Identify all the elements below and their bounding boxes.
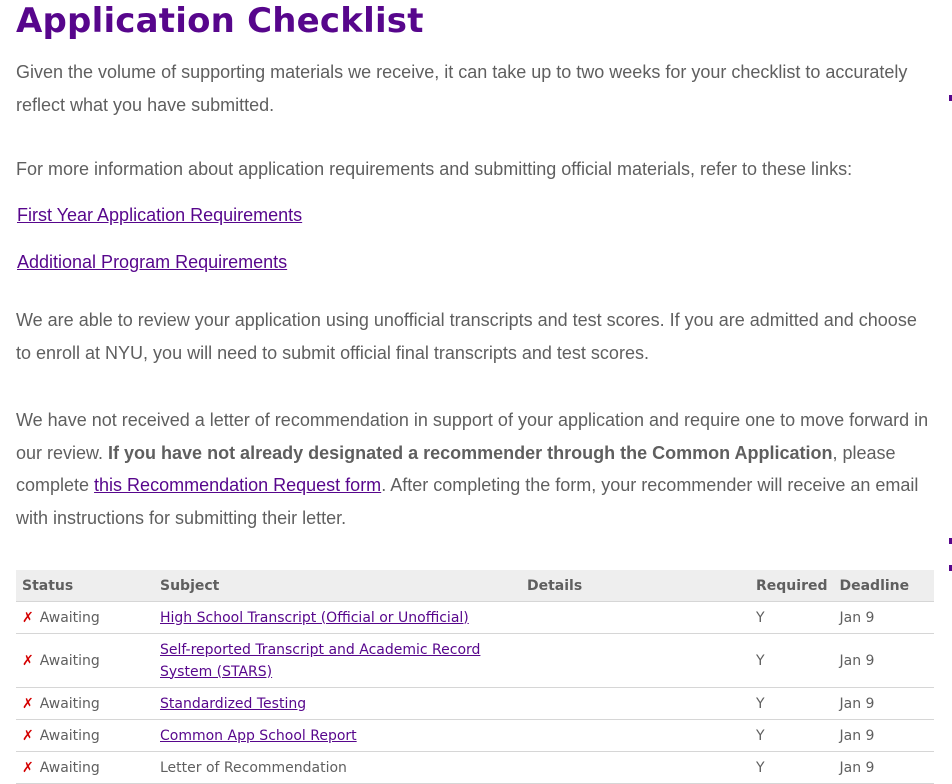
table-row	[16, 720, 934, 752]
details-cell	[521, 720, 750, 752]
awaiting-x-icon: ✗	[22, 609, 34, 626]
status-text: Awaiting	[39, 609, 100, 626]
awaiting-x-icon: ✗	[22, 759, 34, 776]
first-year-requirements-link[interactable]: First Year Application Requirements	[17, 205, 303, 225]
subject-cell	[154, 634, 521, 688]
intro-text: Given the volume of supporting materials we receive, it can take up to two weeks for your checklist to accurately reflect what you have submitted.	[16, 62, 908, 115]
subject-cell	[154, 688, 521, 720]
required-cell: Y	[750, 688, 833, 720]
deadline-cell: Jan 9	[833, 720, 934, 752]
unofficial-transcripts-text: We are able to review your application using unofficial transcripts and test scores. If you are admitted and choose to enroll at NYU, you will need to submit official final transcripts and test scores.	[16, 310, 917, 363]
awaiting-x-icon: ✗	[22, 695, 34, 712]
deadline-cell: Jan 9	[833, 634, 934, 688]
required-cell: Y	[750, 634, 833, 688]
awaiting-x-icon: ✗	[22, 652, 34, 669]
header-deadline: Deadline	[833, 570, 934, 602]
awaiting-x-icon: ✗	[22, 727, 34, 744]
required-cell: Y	[750, 752, 833, 784]
status-cell	[16, 688, 154, 720]
table-header-row	[16, 570, 934, 602]
status-text: Awaiting	[39, 727, 100, 744]
required-cell: Y	[750, 602, 833, 634]
status-cell	[16, 752, 154, 784]
details-cell	[521, 634, 750, 688]
table-row	[16, 752, 934, 784]
details-cell	[521, 602, 750, 634]
details-cell	[521, 752, 750, 784]
subject-cell	[154, 720, 521, 752]
table-row	[16, 634, 934, 688]
details-cell	[521, 688, 750, 720]
header-details: Details	[521, 570, 750, 602]
deadline-cell: Jan 9	[833, 688, 934, 720]
recommendation-part1: We have not received a letter of recommendation in support of your application and require one to move forward in our review.	[16, 410, 929, 463]
page-title: Application Checklist	[16, 1, 424, 41]
recommendation-request-form-link[interactable]: this Recommendation Request form	[94, 475, 382, 495]
recommendation-text	[16, 404, 934, 534]
subject-cell: Letter of Recommendation	[154, 752, 521, 784]
subject-link-school-report[interactable]: Common App School Report	[160, 727, 357, 744]
table-row	[16, 688, 934, 720]
status-cell	[16, 634, 154, 688]
additional-program-requirements-link[interactable]: Additional Program Requirements	[17, 252, 288, 272]
recommendation-part3: . After completing the form, your recommender will receive an email with instructions for submitting their letter.	[16, 475, 919, 528]
required-cell: Y	[750, 720, 833, 752]
status-cell	[16, 720, 154, 752]
header-status: Status	[16, 570, 154, 602]
status-cell	[16, 602, 154, 634]
subject-link-high-school-transcript[interactable]: High School Transcript (Official or Unofficial)	[160, 609, 469, 626]
subject-cell	[154, 602, 521, 634]
subject-link-standardized-testing[interactable]: Standardized Testing	[160, 695, 307, 712]
recommendation-part2: , please complete	[16, 442, 896, 495]
status-text: Awaiting	[39, 652, 100, 669]
recommendation-bold: If you have not already designated a recommender through the Common Application	[108, 442, 833, 463]
checklist-table	[16, 570, 934, 784]
table-row	[16, 602, 934, 634]
deadline-cell: Jan 9	[833, 752, 934, 784]
subject-link-stars[interactable]: Self-reported Transcript and Academic Record System (STARS)	[160, 641, 481, 680]
header-required: Required	[750, 570, 833, 602]
deadline-cell: Jan 9	[833, 602, 934, 634]
header-subject: Subject	[154, 570, 521, 602]
status-text: Awaiting	[39, 695, 100, 712]
status-text: Awaiting	[39, 759, 100, 776]
info-text: For more information about application requirements and submitting official materials, refer to these links:	[16, 159, 853, 179]
